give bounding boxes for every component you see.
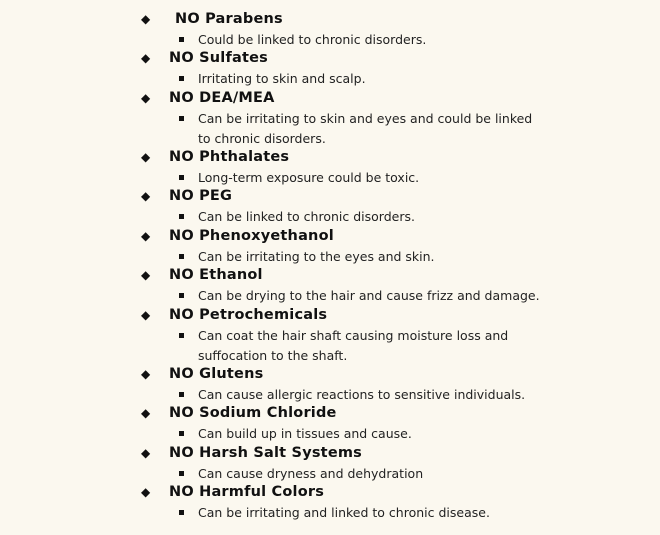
list-item-heading-row: [0, 147, 660, 167]
list-item-detail: Can coat the hair shaft causing moisture loss and suffocation to the shaft.: [198, 328, 509, 363]
list-item-heading-row: [0, 364, 660, 384]
list-item-detail: Can build up in tissues and cause.: [198, 426, 412, 441]
list-item-detail: Irritating to skin and scalp.: [198, 71, 366, 86]
list-item-detail: Can cause dryness and dehydration: [198, 466, 424, 481]
list-item-heading: NO Ethanol: [169, 267, 263, 283]
diamond-bullet-icon: ◆: [141, 485, 151, 499]
square-bullet-icon: [179, 431, 184, 436]
diamond-bullet-icon: ◆: [141, 150, 151, 164]
square-bullet-icon: [179, 254, 184, 259]
square-bullet-icon: [179, 471, 184, 476]
diamond-bullet-icon: ◆: [141, 229, 151, 243]
list-item-detail: Long-term exposure could be toxic.: [198, 170, 420, 185]
square-bullet-icon: [179, 175, 184, 180]
square-bullet-icon: [179, 392, 184, 397]
diamond-bullet-icon: ◆: [141, 91, 151, 105]
diamond-bullet-icon: ◆: [141, 406, 151, 420]
square-bullet-icon: [179, 37, 184, 42]
list-item-heading: NO Sodium Chloride: [169, 405, 337, 421]
list-item-heading: NO Parabens: [175, 11, 283, 27]
square-bullet-icon: [179, 510, 184, 515]
list-item-heading: NO DEA/MEA: [169, 90, 275, 106]
square-bullet-icon: [179, 76, 184, 81]
list-item-heading-row: [0, 9, 660, 29]
square-bullet-icon: [179, 333, 184, 338]
diamond-bullet-icon: ◆: [141, 12, 151, 26]
list-item-detail: Can be drying to the hair and cause frizz and damage.: [198, 288, 540, 303]
diamond-bullet-icon: ◆: [141, 367, 151, 381]
diamond-bullet-icon: ◆: [141, 308, 151, 322]
list-item-detail: Can be irritating to the eyes and skin.: [198, 249, 435, 264]
list-item-heading: NO Harmful Colors: [169, 484, 325, 500]
list-item-detail: Could be linked to chronic disorders.: [198, 32, 427, 47]
list-item-heading-row: [0, 482, 660, 502]
list-item-heading: NO Petrochemicals: [169, 307, 328, 323]
square-bullet-icon: [179, 214, 184, 219]
list-item-heading-row: [0, 443, 660, 463]
list-item-detail: Can be irritating to skin and eyes and could be linked to chronic disorders.: [198, 111, 533, 146]
list-item-heading-row: [0, 88, 660, 108]
square-bullet-icon: [179, 116, 184, 121]
diamond-bullet-icon: ◆: [141, 268, 151, 282]
list-item-heading-row: [0, 186, 660, 206]
list-item-heading-row: [0, 305, 660, 325]
diamond-bullet-icon: ◆: [141, 51, 151, 65]
list-item-heading: NO PEG: [169, 188, 233, 204]
list-item-heading-row: [0, 48, 660, 68]
list-item-detail: Can be linked to chronic disorders.: [198, 209, 415, 224]
list-item-detail: Can be irritating and linked to chronic disease.: [198, 505, 490, 520]
list-item-heading: NO Phenoxyethanol: [169, 228, 334, 244]
square-bullet-icon: [179, 293, 184, 298]
list-item-heading-row: [0, 265, 660, 285]
list-item-heading: NO Sulfates: [169, 50, 268, 66]
diamond-bullet-icon: ◆: [141, 189, 151, 203]
list-item-heading: NO Glutens: [169, 366, 264, 382]
list-item-heading-row: [0, 403, 660, 423]
list-item-detail: Can cause allergic reactions to sensitive individuals.: [198, 387, 526, 402]
diamond-bullet-icon: ◆: [141, 446, 151, 460]
list-item-heading: NO Phthalates: [169, 149, 290, 165]
list-item-heading-row: [0, 226, 660, 246]
list-item-heading: NO Harsh Salt Systems: [169, 445, 362, 461]
